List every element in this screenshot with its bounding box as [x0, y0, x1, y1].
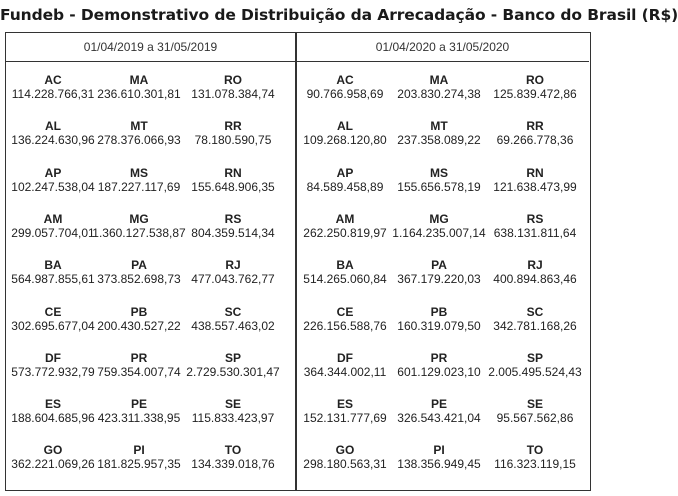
state-cell	[487, 443, 583, 472]
state-cell	[91, 119, 187, 148]
period-header: 01/04/2019 a 31/05/2019	[6, 33, 295, 62]
state-amount: 601.129.023,10	[397, 364, 481, 379]
state-cell	[487, 212, 583, 241]
state-code: RJ	[225, 258, 241, 273]
state-cell	[297, 397, 393, 426]
panel-2020	[296, 33, 589, 490]
state-code: MG	[129, 211, 149, 226]
state-cell	[91, 212, 187, 241]
state-cell	[185, 305, 281, 334]
state-cell	[185, 73, 281, 102]
state-code: TO	[224, 443, 242, 458]
state-amount: 342.781.168,26	[493, 318, 577, 333]
state-cell	[391, 166, 487, 195]
state-amount: 367.179.220,03	[397, 272, 481, 287]
state-code: PI	[133, 443, 145, 458]
state-code: AM	[335, 211, 355, 226]
state-code: DF	[45, 350, 61, 365]
state-code: MG	[429, 211, 449, 226]
state-cell	[391, 258, 487, 287]
state-amount: 134.339.018,76	[191, 457, 275, 472]
state-amount: 564.987.855,61	[11, 272, 95, 287]
state-amount: 155.648.906,35	[191, 179, 275, 194]
state-cell	[5, 212, 101, 241]
state-cell	[185, 397, 281, 426]
state-cell	[297, 166, 393, 195]
state-code: RS	[526, 211, 544, 226]
state-amount: 121.638.473,99	[493, 179, 577, 194]
state-cell	[487, 166, 583, 195]
state-code: AC	[44, 73, 62, 87]
state-amount: 84.589.458,89	[306, 179, 384, 194]
state-amount: 69.266.778,36	[496, 133, 574, 148]
state-amount: 226.156.588,76	[303, 318, 387, 333]
state-code: CE	[44, 304, 62, 319]
state-amount: 373.852.698,73	[97, 272, 181, 287]
state-cell	[185, 212, 281, 241]
state-amount: 237.358.089,22	[397, 133, 481, 148]
state-amount: 362.221.069,26	[11, 457, 95, 472]
state-amount: 160.319.079,50	[397, 318, 481, 333]
state-amount: 236.610.301,81	[97, 87, 181, 101]
state-cell	[391, 443, 487, 472]
state-cell	[391, 212, 487, 241]
state-amount: 200.430.527,22	[97, 318, 181, 333]
state-amount: 278.376.066,93	[97, 133, 181, 148]
state-code: RN	[526, 165, 544, 180]
state-code: PI	[433, 443, 445, 458]
state-amount: 299.057.704,01	[11, 225, 95, 240]
state-code: MS	[130, 165, 148, 180]
state-cell	[297, 351, 393, 380]
state-amount: 638.131.811,64	[493, 225, 577, 240]
state-code: SE	[224, 397, 241, 412]
state-cell	[91, 397, 187, 426]
state-code: AL	[337, 119, 353, 134]
state-cell	[91, 351, 187, 380]
state-code: AM	[43, 211, 63, 226]
state-cell	[391, 397, 487, 426]
state-code: DF	[337, 350, 353, 365]
state-amount: 116.323.119,15	[494, 457, 576, 472]
state-amount: 262.250.819,97	[303, 225, 387, 240]
state-code: PA	[131, 258, 147, 273]
state-amount: 514.265.060,84	[303, 272, 387, 287]
state-cell	[185, 166, 281, 195]
state-code: SP	[224, 350, 241, 365]
state-cell	[297, 443, 393, 472]
state-cell	[487, 119, 583, 148]
state-cell	[487, 305, 583, 334]
state-cell	[5, 443, 101, 472]
state-code: MT	[130, 119, 148, 134]
state-amount: 326.543.421,04	[397, 411, 481, 426]
state-code: RO	[224, 73, 242, 87]
state-code: SC	[224, 304, 242, 319]
state-code: MS	[430, 165, 448, 180]
state-code: RO	[526, 73, 544, 87]
state-code: PB	[130, 304, 148, 319]
state-amount: 90.766.958,69	[306, 87, 384, 101]
state-amount: 298.180.563,31	[303, 457, 387, 472]
state-amount: 125.839.472,86	[493, 87, 577, 101]
state-amount: 95.567.562,86	[496, 411, 574, 426]
state-code: ES	[44, 397, 61, 412]
distribution-table	[5, 32, 591, 491]
state-amount: 2.729.530.301,47	[186, 364, 280, 379]
state-cell	[391, 73, 487, 102]
state-cell	[91, 258, 187, 287]
state-cell	[297, 73, 393, 102]
state-amount: 187.227.117,69	[97, 179, 181, 194]
state-amount: 423.311.338,95	[97, 411, 181, 426]
state-cell	[487, 397, 583, 426]
state-cell	[91, 73, 187, 102]
state-code: RS	[224, 211, 242, 226]
state-cell	[5, 166, 101, 195]
state-code: PE	[130, 397, 147, 412]
state-code: RR	[224, 119, 242, 134]
state-cell	[185, 258, 281, 287]
state-amount: 203.830.274,38	[397, 87, 481, 101]
state-amount: 573.772.932,79	[11, 364, 95, 379]
state-code: SC	[526, 304, 544, 319]
state-amount: 438.557.463,02	[191, 318, 275, 333]
state-code: PA	[431, 258, 447, 273]
state-cell	[391, 305, 487, 334]
state-cell	[5, 73, 101, 102]
state-amount: 188.604.685,96	[11, 411, 95, 426]
state-code: TO	[526, 443, 544, 458]
state-code: AC	[336, 73, 354, 87]
state-code: MT	[430, 119, 448, 134]
state-cell	[297, 119, 393, 148]
state-amount: 1.164.235.007,14	[392, 225, 486, 240]
state-code: RN	[224, 165, 242, 180]
state-cell	[487, 258, 583, 287]
state-amount: 78.180.590,75	[194, 133, 272, 148]
state-code: ES	[336, 397, 353, 412]
state-cell	[297, 258, 393, 287]
state-cell	[185, 351, 281, 380]
state-amount: 138.356.949,45	[397, 457, 481, 472]
state-code: MA	[429, 73, 449, 87]
state-cell	[5, 119, 101, 148]
state-amount: 400.894.863,46	[493, 272, 577, 287]
state-amount: 109.268.120,80	[303, 133, 387, 148]
state-code: SP	[526, 350, 543, 365]
state-cell	[185, 443, 281, 472]
state-code: RJ	[527, 258, 543, 273]
state-code: SE	[526, 397, 543, 412]
state-cell	[487, 73, 583, 102]
page-title: Fundeb - Demonstrativo de Distribuição da Arrecadação - Banco do Brasil (R$)	[0, 6, 678, 24]
state-cell	[5, 305, 101, 334]
state-amount: 136.224.630,96	[11, 133, 95, 148]
state-amount: 804.359.514,34	[191, 225, 275, 240]
state-amount: 115.833.423,97	[191, 411, 275, 426]
state-cell	[5, 351, 101, 380]
state-amount: 131.078.384,74	[191, 87, 275, 101]
state-code: PE	[430, 397, 447, 412]
state-cell	[91, 305, 187, 334]
state-cell	[91, 443, 187, 472]
state-code: PR	[130, 350, 148, 365]
panel-2019	[6, 33, 295, 490]
state-code: PB	[430, 304, 448, 319]
state-code: GO	[43, 443, 63, 458]
state-cell	[297, 305, 393, 334]
state-code: AL	[45, 119, 61, 134]
state-cell	[391, 119, 487, 148]
state-cell	[487, 351, 583, 380]
state-code: MA	[129, 73, 149, 87]
state-amount: 152.131.777,69	[303, 411, 387, 426]
state-amount: 102.247.538,04	[11, 179, 95, 194]
state-cell	[391, 351, 487, 380]
state-cell	[297, 212, 393, 241]
state-amount: 477.043.762,77	[191, 272, 275, 287]
state-code: AP	[336, 165, 354, 180]
state-cell	[5, 258, 101, 287]
state-cell	[185, 119, 281, 148]
state-cell	[5, 397, 101, 426]
state-amount: 364.344.002,11	[303, 364, 387, 379]
state-amount: 155.656.578,19	[397, 179, 481, 194]
state-amount: 181.825.957,35	[97, 457, 181, 472]
state-amount: 114.228.766,31	[11, 87, 95, 101]
period-header: 01/04/2020 a 31/05/2020	[296, 33, 589, 62]
state-amount: 759.354.007,74	[97, 364, 181, 379]
state-code: AP	[44, 165, 62, 180]
state-amount: 1.360.127.538,87	[92, 225, 186, 240]
state-code: PR	[430, 350, 448, 365]
state-code: BA	[44, 258, 62, 273]
state-amount: 2.005.495.524,43	[488, 364, 582, 379]
state-cell	[91, 166, 187, 195]
state-code: RR	[526, 119, 544, 134]
state-code: CE	[336, 304, 354, 319]
state-amount: 302.695.677,04	[11, 318, 95, 333]
state-code: BA	[336, 258, 354, 273]
state-code: GO	[335, 443, 355, 458]
